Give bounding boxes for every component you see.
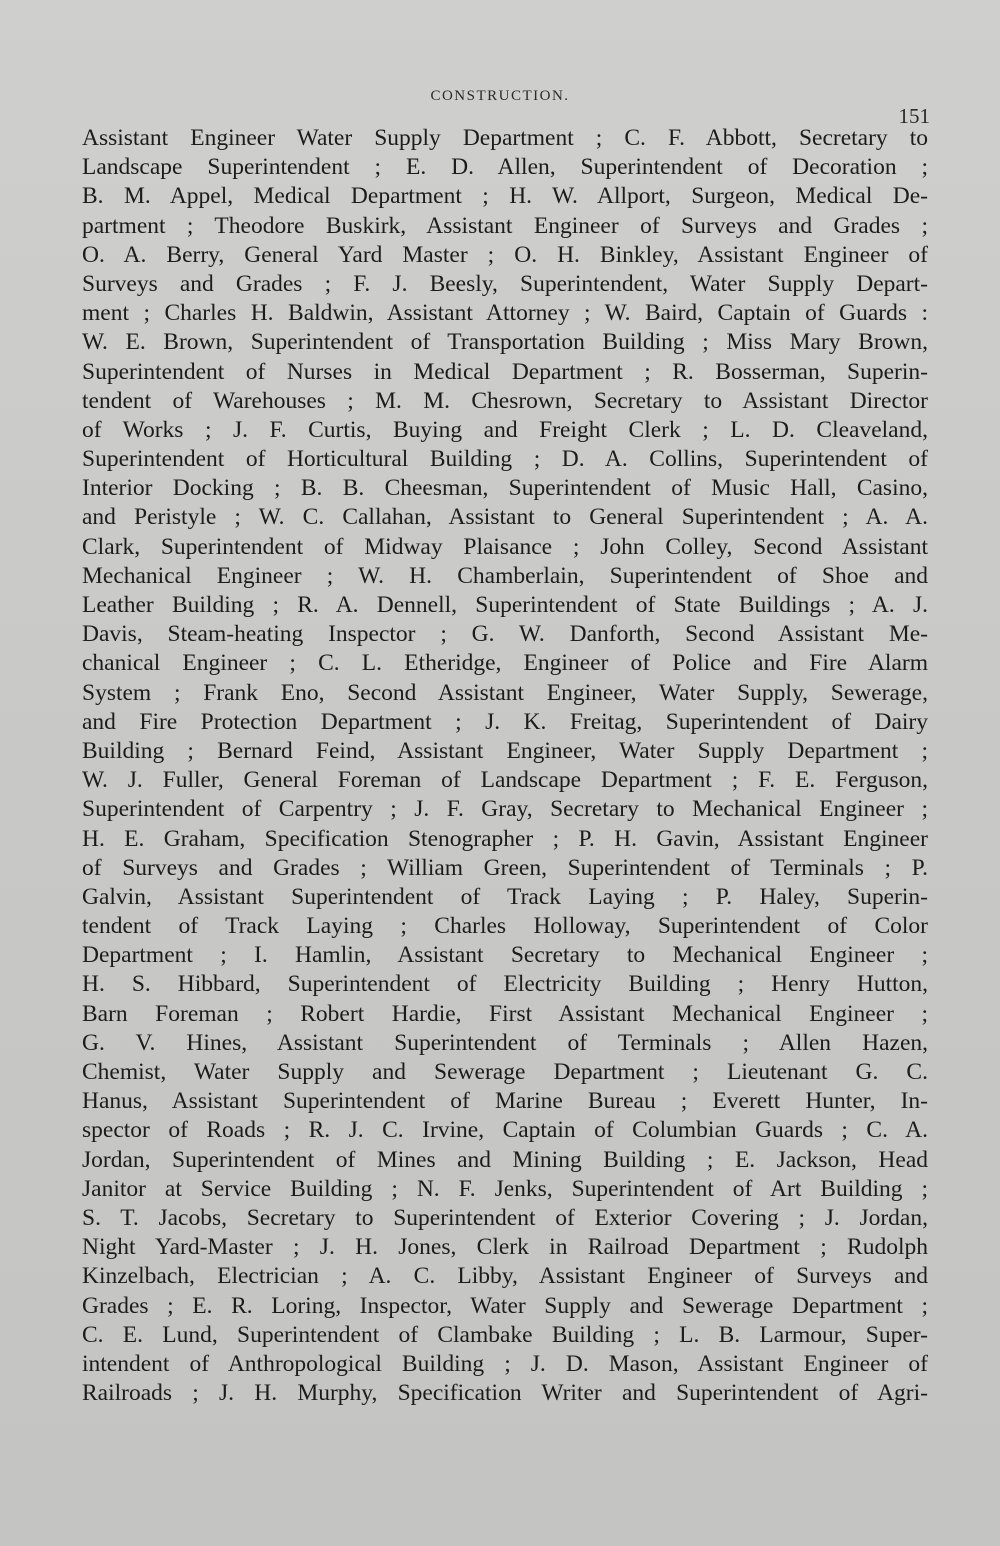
text-line: C. E. Lund, Superintendent of Clambake Building ; L. B. Larmour, Super- — [82, 1321, 928, 1348]
page-number: 151 — [898, 104, 930, 128]
text-line: W. E. Brown, Superintendent of Transportation Building ; Miss Mary Brown, — [82, 329, 928, 356]
text-line: Barn Foreman ; Robert Hardie, First Assistant Mechanical Engineer ; — [82, 1000, 928, 1027]
text-line: and Fire Protection Department ; J. K. Freitag, Superintendent of Dairy — [82, 708, 928, 735]
text-line: Jordan, Superintendent of Mines and Mining Building ; E. Jackson, Head — [82, 1146, 928, 1173]
text-line: intendent of Anthropological Building ; J. D. Mason, Assistant Engineer of — [82, 1350, 928, 1377]
text-line: chanical Engineer ; C. L. Etheridge, Engineer of Police and Fire Alarm — [82, 650, 928, 677]
text-line: Galvin, Assistant Superintendent of Track Laying ; P. Haley, Superin- — [82, 883, 928, 910]
text-line: Janitor at Service Building ; N. F. Jenks, Superintendent of Art Building ; — [82, 1175, 928, 1202]
text-line: spector of Roads ; R. J. C. Irvine, Captain of Columbian Guards ; C. A. — [82, 1117, 928, 1144]
text-line: Superintendent of Carpentry ; J. F. Gray, Secretary to Mechanical Engineer ; — [82, 796, 928, 823]
text-line: H. S. Hibbard, Superintendent of Electricity Building ; Henry Hutton, — [82, 971, 928, 998]
text-line: Kinzelbach, Electrician ; A. C. Libby, Assistant Engineer of Surveys and — [82, 1263, 928, 1290]
text-line: Night Yard-Master ; J. H. Jones, Clerk in Railroad Department ; Rudolph — [82, 1234, 928, 1261]
text-line: of Surveys and Grades ; William Green, Superintendent of Terminals ; P. — [82, 854, 928, 881]
text-line: Surveys and Grades ; F. J. Beesly, Superintendent, Water Supply Depart- — [82, 270, 928, 297]
text-line: G. V. Hines, Assistant Superintendent of Terminals ; Allen Hazen, — [82, 1029, 928, 1056]
text-line: Hanus, Assistant Superintendent of Marine Bureau ; Everett Hunter, In- — [82, 1088, 928, 1115]
text-line: W. J. Fuller, General Foreman of Landscape Department ; F. E. Ferguson, — [82, 767, 928, 794]
text-line: Landscape Superintendent ; E. D. Allen, Superintendent of Decoration ; — [82, 154, 928, 181]
text-line: Interior Docking ; B. B. Cheesman, Superintendent of Music Hall, Casino, — [82, 475, 928, 502]
body-text — [82, 124, 928, 1408]
text-line: O. A. Berry, General Yard Master ; O. H. Binkley, Assistant Engineer of — [82, 241, 928, 268]
text-line: Superintendent of Horticultural Building ; D. A. Collins, Superintendent of — [82, 446, 928, 473]
text-line: Clark, Superintendent of Midway Plaisance ; John Colley, Second Assistant — [82, 533, 928, 560]
text-line: Chemist, Water Supply and Sewerage Department ; Lieutenant G. C. — [82, 1059, 928, 1085]
text-line: System ; Frank Eno, Second Assistant Engineer, Water Supply, Sewerage, — [82, 679, 928, 706]
text-line: tendent of Warehouses ; M. M. Chesrown, Secretary to Assistant Director — [82, 387, 928, 414]
text-line: partment ; Theodore Buskirk, Assistant Engineer of Surveys and Grades ; — [82, 212, 928, 239]
text-line: B. M. Appel, Medical Department ; H. W. Allport, Surgeon, Medical De- — [82, 183, 928, 210]
text-line: Superintendent of Nurses in Medical Department ; R. Bosserman, Superin- — [82, 358, 928, 385]
text-line: Railroads ; J. H. Murphy, Specification Writer and Superintendent of Agri- — [82, 1380, 928, 1407]
text-line: Assistant Engineer Water Supply Department ; C. F. Abbott, Secretary to — [82, 125, 928, 151]
text-line: Building ; Bernard Feind, Assistant Engineer, Water Supply Department ; — [82, 737, 928, 764]
text-line: S. T. Jacobs, Secretary to Superintendent of Exterior Covering ; J. Jordan, — [82, 1204, 928, 1231]
text-line: Leather Building ; R. A. Dennell, Superintendent of State Buildings ; A. J. — [82, 592, 928, 618]
text-line: Grades ; E. R. Loring, Inspector, Water Supply and Sewerage Department ; — [82, 1292, 928, 1319]
text-line: Davis, Steam-heating Inspector ; G. W. Danforth, Second Assistant Me- — [82, 621, 928, 648]
text-line: Mechanical Engineer ; W. H. Chamberlain, Superintendent of Shoe and — [82, 562, 928, 589]
text-line: Department ; I. Hamlin, Assistant Secretary to Mechanical Engineer ; — [82, 942, 928, 969]
text-line: H. E. Graham, Specification Stenographer ; P. H. Gavin, Assistant Engineer — [82, 825, 928, 852]
text-line: and Peristyle ; W. C. Callahan, Assistant to General Superintendent ; A. A. — [82, 504, 928, 531]
text-line: of Works ; J. F. Curtis, Buying and Freight Clerk ; L. D. Cleaveland, — [82, 416, 928, 443]
text-line: ment ; Charles H. Baldwin, Assistant Attorney ; W. Baird, Captain of Guards : — [82, 300, 928, 327]
running-title: CONSTRUCTION. — [430, 88, 570, 104]
text-line: tendent of Track Laying ; Charles Holloway, Superintendent of Color — [82, 913, 928, 940]
